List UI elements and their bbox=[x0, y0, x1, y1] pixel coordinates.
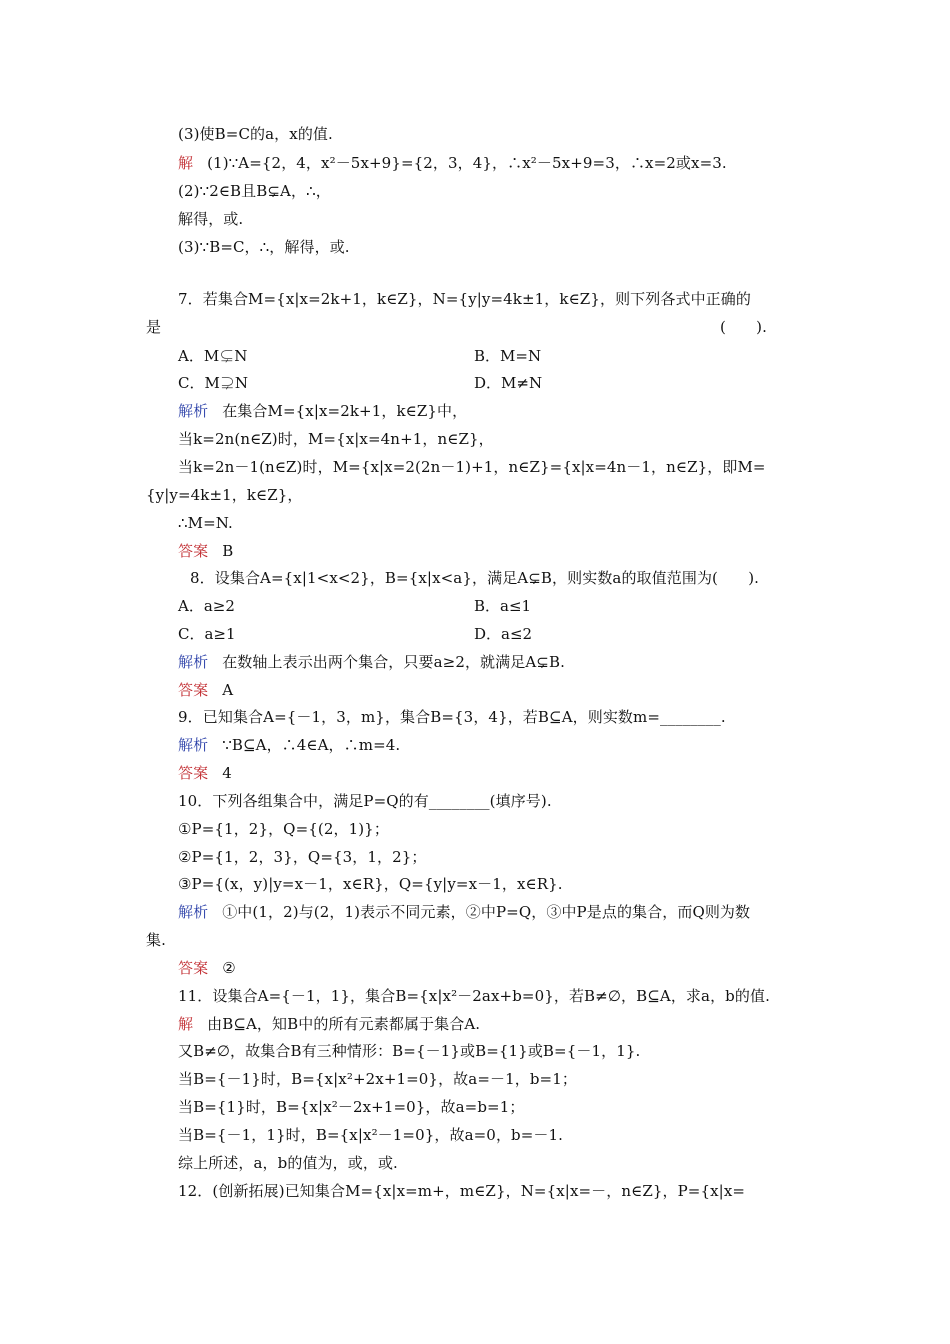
option-b: B．M=N bbox=[474, 347, 542, 365]
text-line: 当k=2n(n∈Z)时，M={x|x=4n+1，n∈Z}， bbox=[178, 430, 494, 448]
analysis-label: 解析 bbox=[178, 402, 209, 420]
text-line: 当B={1}时，B={x|x²－2x+1=0}，故a=b=1； bbox=[178, 1098, 525, 1116]
solution-label: 解 bbox=[178, 154, 194, 172]
question-7: 7．若集合M={x|x=2k+1，k∈Z}，N={y|y=4k±1，k∈Z}，则下列各式中正确的 bbox=[178, 290, 751, 308]
analysis-label: 解析 bbox=[178, 736, 209, 754]
option-c: C．M⊋N bbox=[178, 374, 248, 392]
question-12: 12．(创新拓展)已知集合M={x|x=m+，m∈Z}，N={x|x=－，n∈Z}，P={x|x= bbox=[178, 1182, 746, 1200]
answer-line bbox=[178, 958, 236, 978]
analysis-line bbox=[178, 902, 750, 922]
answer-text: A bbox=[222, 681, 234, 699]
answer-label: 答案 bbox=[178, 542, 209, 560]
text-line: (3)使B=C的a，x的值. bbox=[178, 125, 333, 143]
analysis-label: 解析 bbox=[178, 903, 209, 921]
question-9: 9．已知集合A={－1，3，m}，集合B={3，4}，若B⊆A，则实数m=________. bbox=[178, 708, 726, 726]
answer-text: ② bbox=[222, 959, 236, 977]
text-line: 当B={－1}时，B={x|x²+2x+1=0}，故a=－1，b=1； bbox=[178, 1070, 577, 1088]
text-line: (3)∵B=C，∴，解得，或. bbox=[178, 238, 350, 256]
option-d: D．a≤2 bbox=[474, 625, 533, 643]
option-a: A．M⊊N bbox=[178, 347, 248, 365]
answer-line bbox=[178, 541, 233, 561]
solution-line bbox=[178, 1014, 480, 1034]
analysis-line bbox=[178, 652, 565, 672]
solution-line bbox=[178, 153, 727, 173]
text-line: 当k=2n－1(n∈Z)时，M={x|x=2(2n－1)+1，n∈Z}={x|x=4n－1，n∈Z}，即M= bbox=[178, 458, 766, 476]
analysis-text: ∵B⊆A，∴4∈A，∴m=4. bbox=[222, 736, 401, 754]
answer-label: 答案 bbox=[178, 959, 209, 977]
question-8: 8．设集合A={x|1<x<2}，B={x|x<a}，满足A⊊B，则实数a的取值范围为( ). bbox=[190, 569, 760, 587]
text-line: ③P={(x，y)|y=x－1，x∈R}，Q={y|y=x－1，x∈R}. bbox=[178, 875, 563, 893]
text-line: ①P={1，2}，Q={(2，1)}； bbox=[178, 820, 389, 838]
solution-label: 解 bbox=[178, 1015, 194, 1033]
text-line: 解得，或. bbox=[178, 210, 244, 228]
answer-bracket: ( ). bbox=[720, 318, 767, 336]
text-line: 是 bbox=[146, 318, 162, 336]
analysis-text: ①中(1，2)与(2，1)表示不同元素，②中P=Q，③中P是点的集合，而Q则为数 bbox=[222, 903, 751, 921]
text-line: 综上所述，a，b的值为，或，或. bbox=[178, 1154, 398, 1172]
answer-label: 答案 bbox=[178, 681, 209, 699]
text-line: ∴M=N. bbox=[178, 514, 233, 532]
text-line: 又B≠∅，故集合B有三种情形：B={－1}或B={1}或B={－1，1}. bbox=[178, 1042, 641, 1060]
solution-text: (1)∵A={2，4，x²－5x+9}={2，3，4}，∴x²－5x+9=3，∴x=2或x=3. bbox=[207, 154, 727, 172]
text-line: 集. bbox=[146, 931, 166, 949]
analysis-text: 在数轴上表示出两个集合，只要a≥2，就满足A⊊B. bbox=[222, 653, 565, 671]
answer-text: B bbox=[222, 542, 234, 560]
analysis-text: 在集合M={x|x=2k+1，k∈Z}中， bbox=[222, 402, 468, 420]
text-line: {y|y=4k±1，k∈Z}， bbox=[146, 486, 303, 504]
text-line: ②P={1，2，3}，Q={3，1，2}； bbox=[178, 848, 427, 866]
question-11: 11．设集合A={－1，1}，集合B={x|x²－2ax+b=0}，若B≠∅，B⊆A，求a，b的值. bbox=[178, 987, 770, 1005]
analysis-line bbox=[178, 401, 467, 421]
answer-text: 4 bbox=[222, 764, 232, 782]
answer-line bbox=[178, 763, 232, 783]
option-a: A．a≥2 bbox=[178, 597, 235, 615]
option-d: D．M≠N bbox=[474, 374, 543, 392]
option-c: C．a≥1 bbox=[178, 625, 236, 643]
text-line: 当B={－1，1}时，B={x|x²－1=0}，故a=0，b=－1. bbox=[178, 1126, 564, 1144]
answer-line bbox=[178, 680, 233, 700]
text-line: (2)∵2∈B且B⊊A，∴， bbox=[178, 182, 331, 200]
analysis-line bbox=[178, 735, 400, 755]
question-10: 10．下列各组集合中，满足P=Q的有________(填序号). bbox=[178, 792, 552, 810]
solution-text: 由B⊆A，知B中的所有元素都属于集合A. bbox=[207, 1015, 481, 1033]
option-b: B．a≤1 bbox=[474, 597, 532, 615]
analysis-label: 解析 bbox=[178, 653, 209, 671]
answer-label: 答案 bbox=[178, 764, 209, 782]
